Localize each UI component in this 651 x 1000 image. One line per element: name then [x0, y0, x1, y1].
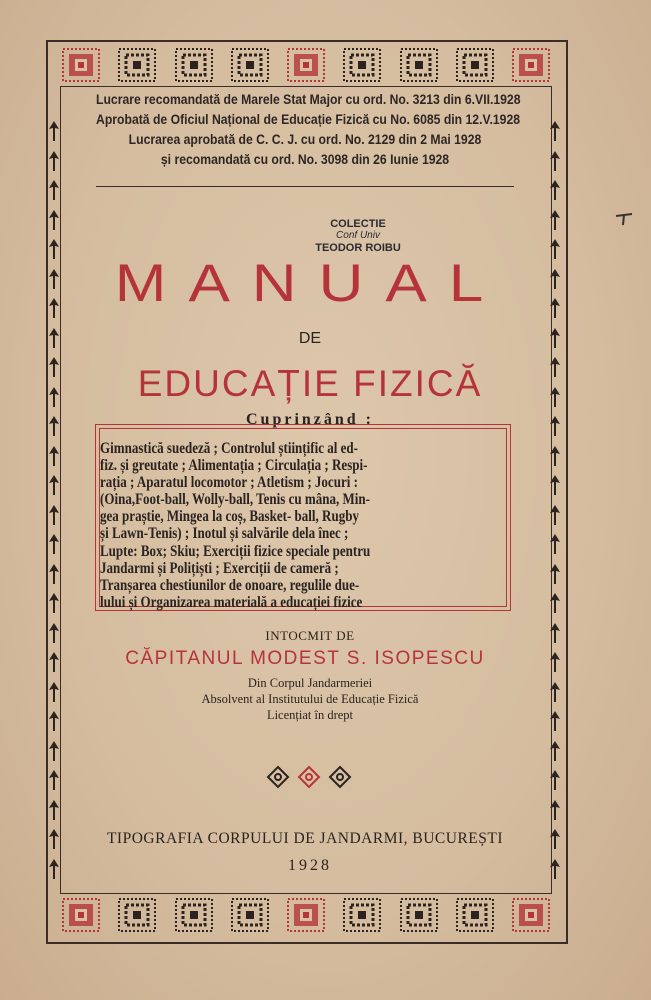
top-ornament-row	[62, 46, 550, 84]
arrow-ornament-icon	[48, 681, 60, 703]
arrow-ornament-icon	[48, 268, 60, 290]
arrow-ornament-icon	[48, 356, 60, 378]
arrow-ornament-icon	[549, 179, 561, 201]
contents-line: lului și Organizarea materială a educației fizice	[100, 593, 363, 611]
arrow-ornament-icon	[48, 799, 60, 821]
affiliation-line: Din Corpul Jandarmeriei	[247, 676, 373, 690]
contents-line: rația ; Aparatul locomotor ; Atletism ; Jocuri :	[100, 474, 358, 492]
arrow-ornament-icon	[48, 533, 60, 555]
author-affiliation	[120, 675, 500, 723]
arrow-ornament-icon	[549, 120, 561, 142]
arrow-ornament-icon	[48, 828, 60, 850]
arrow-ornament-icon	[48, 209, 60, 231]
arrow-ornament-icon	[549, 504, 561, 526]
arrow-ornament-icon	[48, 592, 60, 614]
arrow-ornament-icon	[48, 710, 60, 732]
arrow-ornament-icon	[549, 681, 561, 703]
bottom-ornament-row	[62, 896, 550, 934]
red-embroidery-tile	[62, 48, 100, 82]
arrow-ornament-icon	[549, 327, 561, 349]
left-arrow-border	[47, 120, 61, 880]
arrow-ornament-icon	[549, 297, 561, 319]
dark-embroidery-tile	[343, 48, 381, 82]
affiliation-line: Absolvent al Institutului de Educație Fizică	[201, 692, 419, 706]
dark-embroidery-tile	[400, 898, 438, 932]
right-arrow-border	[548, 120, 562, 880]
contents-line: și Lawn-Tenis) ; Inotul și salvările dela înec ;	[100, 525, 349, 543]
arrow-ornament-icon	[549, 150, 561, 172]
arrow-ornament-icon	[549, 268, 561, 290]
arrow-ornament-icon	[48, 415, 60, 437]
arrow-ornament-icon	[48, 622, 60, 644]
arrow-ornament-icon	[549, 828, 561, 850]
contents-line: fiz. și greutate ; Alimentația ; Circulația ; Respi-	[100, 457, 368, 475]
printer-line: TIPOGRAFIA CORPULUI DE JANDARMI, BUCUREȘTI	[106, 830, 504, 847]
contents-line: Jandarmi și Polițiști ; Exerciții de cameră ;	[100, 559, 339, 577]
red-embroidery-tile	[512, 898, 550, 932]
arrow-ornament-icon	[48, 858, 60, 880]
contents-text	[100, 440, 502, 611]
dark-embroidery-tile	[175, 898, 213, 932]
contents-line: Gimnastică suedeză ; Controlul științific al ed-	[100, 440, 358, 457]
red-embroidery-tile	[287, 898, 325, 932]
dark-embroidery-tile	[456, 898, 494, 932]
arrow-ornament-icon	[48, 386, 60, 408]
contents-line: gea praștie, Mingea la coș, Basket- ball, Rugby	[100, 508, 359, 526]
arrow-ornament-icon	[48, 297, 60, 319]
arrow-ornament-icon	[48, 445, 60, 467]
arrow-ornament-icon	[549, 651, 561, 673]
dark-embroidery-tile	[400, 48, 438, 82]
dark-embroidery-tile	[118, 898, 156, 932]
publication-year: 1928	[288, 857, 332, 874]
arrow-ornament-icon	[48, 474, 60, 496]
title-connector: DE	[298, 330, 322, 347]
arrow-ornament-icon	[48, 740, 60, 762]
arrow-ornament-icon	[549, 592, 561, 614]
arrow-ornament-icon	[549, 445, 561, 467]
red-embroidery-tile	[287, 48, 325, 82]
collection-stamp	[298, 218, 418, 254]
arrow-ornament-icon	[549, 238, 561, 260]
approvals-block	[96, 90, 521, 187]
stamp-line: Conf Univ	[336, 230, 380, 241]
arrow-ornament-icon	[549, 710, 561, 732]
arrow-ornament-icon	[48, 120, 60, 142]
arrow-ornament-icon	[48, 150, 60, 172]
stamp-line: TEODOR ROIBU	[315, 242, 401, 254]
arrow-ornament-icon	[549, 769, 561, 791]
arrow-ornament-icon	[48, 769, 60, 791]
approval-line: Aprobată de Oficiul Național de Educație Fizică cu No. 6085 din 12.V.1928	[96, 112, 521, 128]
arrow-ornament-icon	[48, 238, 60, 260]
dark-embroidery-tile	[456, 48, 494, 82]
arrow-ornament-icon	[549, 740, 561, 762]
dark-embroidery-tile	[118, 48, 156, 82]
arrow-ornament-icon	[549, 209, 561, 231]
approval-line: Lucrarea aprobată de C. C. J. cu ord. No. 2129 din 2 Mai 1928	[128, 132, 482, 148]
arrow-ornament-icon	[549, 356, 561, 378]
author-name: CĂPITANUL MODEST S. ISOPESCU	[125, 648, 485, 669]
red-embroidery-tile	[62, 898, 100, 932]
dark-embroidery-tile	[231, 898, 269, 932]
stamp-line: COLECTIE	[330, 218, 386, 230]
approval-line: și recomandată cu ord. No. 3098 din 26 Iunie 1928	[160, 152, 450, 168]
pencil-mark-icon	[614, 212, 634, 226]
arrow-ornament-icon	[48, 179, 60, 201]
arrow-ornament-icon	[549, 474, 561, 496]
contents-line: (Oina,Foot-ball, Wolly-ball, Tenis cu mâna, Min-	[100, 491, 370, 509]
red-embroidery-tile	[512, 48, 550, 82]
arrow-ornament-icon	[549, 415, 561, 437]
arrow-ornament-icon	[549, 799, 561, 821]
book-subtitle: EDUCAȚIE FIZICĂ	[137, 363, 483, 404]
floral-ornament-icon	[264, 764, 354, 790]
dark-embroidery-tile	[343, 898, 381, 932]
arrow-ornament-icon	[48, 563, 60, 585]
contents-line: Lupte: Box; Skiu; Exerciții fizice speciale pentru	[100, 542, 371, 560]
book-title: MANUAL	[114, 254, 506, 313]
dark-embroidery-tile	[175, 48, 213, 82]
arrow-ornament-icon	[549, 563, 561, 585]
approval-line: Lucrare recomandată de Marele Stat Major cu ord. No. 3213 din 6.VII.1928	[96, 92, 521, 108]
arrow-ornament-icon	[549, 858, 561, 880]
compiled-by-label: INTOCMIT DE	[265, 628, 355, 643]
arrow-ornament-icon	[48, 504, 60, 526]
arrow-ornament-icon	[48, 651, 60, 673]
dark-embroidery-tile	[231, 48, 269, 82]
arrow-ornament-icon	[549, 386, 561, 408]
arrow-ornament-icon	[48, 327, 60, 349]
affiliation-line: Licențiat în drept	[266, 708, 354, 722]
contents-line: Tranșarea chestiunilor de onoare, regulile due-	[100, 576, 360, 594]
contents-heading: Cuprinzând :	[245, 411, 375, 428]
arrow-ornament-icon	[549, 622, 561, 644]
arrow-ornament-icon	[549, 533, 561, 555]
